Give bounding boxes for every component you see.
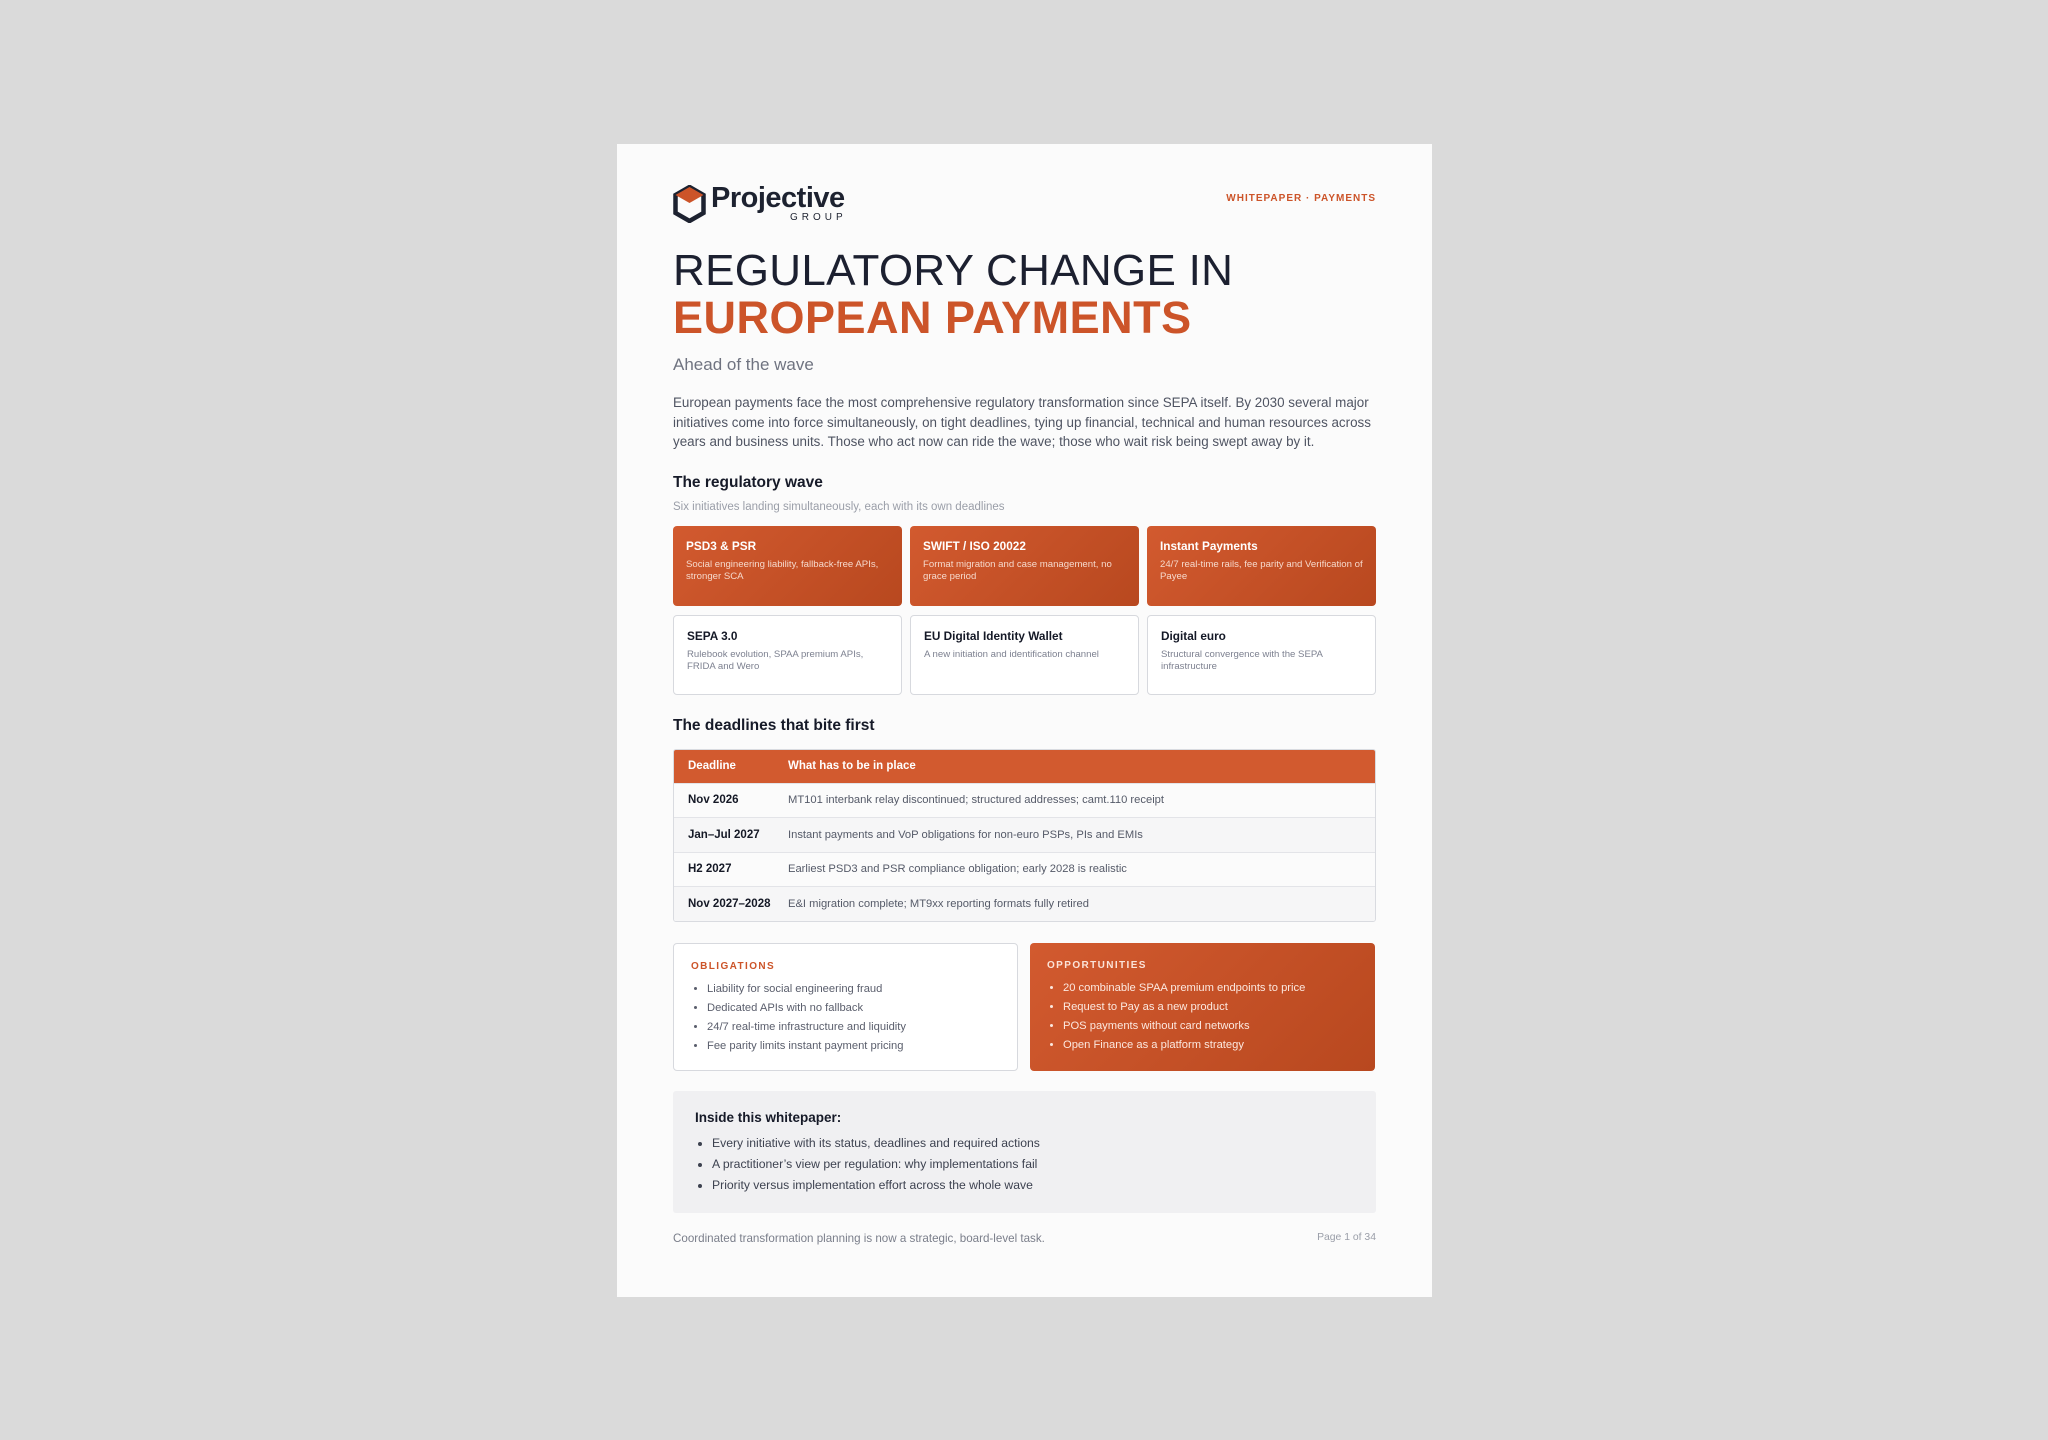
deadlines-heading: The deadlines that bite first [673,716,875,734]
table-row [674,852,1375,887]
page-number: Page 1 of 34 [1317,1231,1376,1243]
card-description: Social engineering liability, fallback-free APIs, stronger SCA [686,558,879,582]
requirement-cell: Earliest PSD3 and PSR compliance obligation; early 2028 is realistic [788,863,1127,876]
hexagon-logo-icon [673,185,706,223]
logo [673,184,845,223]
opportunities-box [1030,943,1375,1071]
deadlines-table [673,749,1376,922]
card-description: 24/7 real-time rails, fee parity and Verification of Payee [1160,558,1363,582]
list-item: • 24/7 real-time infrastructure and liquidity [707,1018,1000,1037]
card-title: SEPA 3.0 [687,628,738,643]
column-header-requirement: What has to be in place [788,760,916,772]
card-title: SWIFT / ISO 20022 [923,538,1026,553]
list-item: • Open Finance as a platform strategy [1063,1036,1358,1055]
document-page [617,144,1432,1297]
title-line-2: EUROPEAN PAYMENTS [673,292,1192,343]
inside-whitepaper-box [673,1091,1376,1213]
wave-subheading: Six initiatives landing simultaneously, each with its own deadlines [673,500,1005,513]
obligations-label: OBLIGATIONS [691,960,776,972]
requirement-cell: MT101 interbank relay discontinued; structured addresses; camt.110 receipt [788,794,1165,807]
intro-paragraph: European payments face the most comprehensive regulatory transformation since SEPA itself. By 2030 several major initiatives come into force simultaneously, on tight deadlines, tying up financial, technical and human resources across years and business units. Those who act now can ride the wave; those who wait risk being swept away by it. [673,395,1371,449]
page-footer [673,1232,1376,1245]
initiative-card [1147,615,1376,695]
card-description: Format migration and case management, no grace period [923,558,1112,582]
card-description: Structural convergence with the SEPA infrastructure [1161,648,1323,672]
initiative-card [673,526,902,606]
initiative-card [910,615,1139,695]
logo-name: Projective [711,182,845,214]
list-item: • Dedicated APIs with no fallback [707,999,1000,1018]
initiative-card [1147,526,1376,606]
card-title: EU Digital Identity Wallet [924,628,1063,643]
card-description: A new initiation and identification channel [924,648,1099,660]
card-title: Digital euro [1161,628,1226,643]
deadline-cell: Jan–Jul 2027 [688,828,760,841]
list-item: • Fee parity limits instant payment pricing [707,1037,1000,1056]
initiative-card [673,615,902,695]
table-row [674,886,1375,921]
footer-text: Coordinated transformation planning is now a strategic, board-level task. [673,1231,1045,1245]
deadline-cell: Nov 2027–2028 [688,897,771,910]
list-item: • Priority versus implementation effort across the whole wave [712,1175,1354,1196]
requirement-cell: E&I migration complete; MT9xx reporting formats fully retired [788,897,1089,910]
list-item: • 20 combinable SPAA premium endpoints to price [1063,979,1358,998]
obligations-box [673,943,1018,1071]
table-header [674,750,1375,783]
initiative-card [910,526,1139,606]
initiative-cards [673,526,1376,695]
list-item: • Liability for social engineering fraud [707,980,1000,999]
requirement-cell: Instant payments and VoP obligations for non-euro PSPs, PIs and EMIs [788,828,1143,841]
list-item: • POS payments without card networks [1063,1017,1358,1036]
obligations-opportunities [673,943,1376,1071]
card-description: Rulebook evolution, SPAA premium APIs, FRIDA and Wero [687,648,864,672]
opportunities-label: OPPORTUNITIES [1047,959,1147,971]
inside-title: Inside this whitepaper: [695,1109,842,1125]
list-item: • A practitioner’s view per regulation: why implementations fail [712,1154,1354,1175]
title-line-1: REGULATORY CHANGE IN [673,246,1234,295]
deadline-cell: H2 2027 [688,863,732,876]
wave-heading: The regulatory wave [673,473,823,491]
document-tag: WHITEPAPER · PAYMENTS [1226,193,1376,204]
card-title: PSD3 & PSR [686,538,757,553]
list-item: • Request to Pay as a new product [1063,998,1358,1017]
table-row [674,817,1375,852]
list-item: • Every initiative with its status, deadlines and required actions [712,1133,1354,1154]
column-header-deadline: Deadline [688,760,736,772]
table-row [674,783,1375,818]
deadline-cell: Nov 2026 [688,794,739,807]
subtitle: Ahead of the wave [673,355,814,374]
card-title: Instant Payments [1160,538,1258,553]
page-header [673,184,1376,232]
logo-subtitle: GROUP [789,212,847,223]
